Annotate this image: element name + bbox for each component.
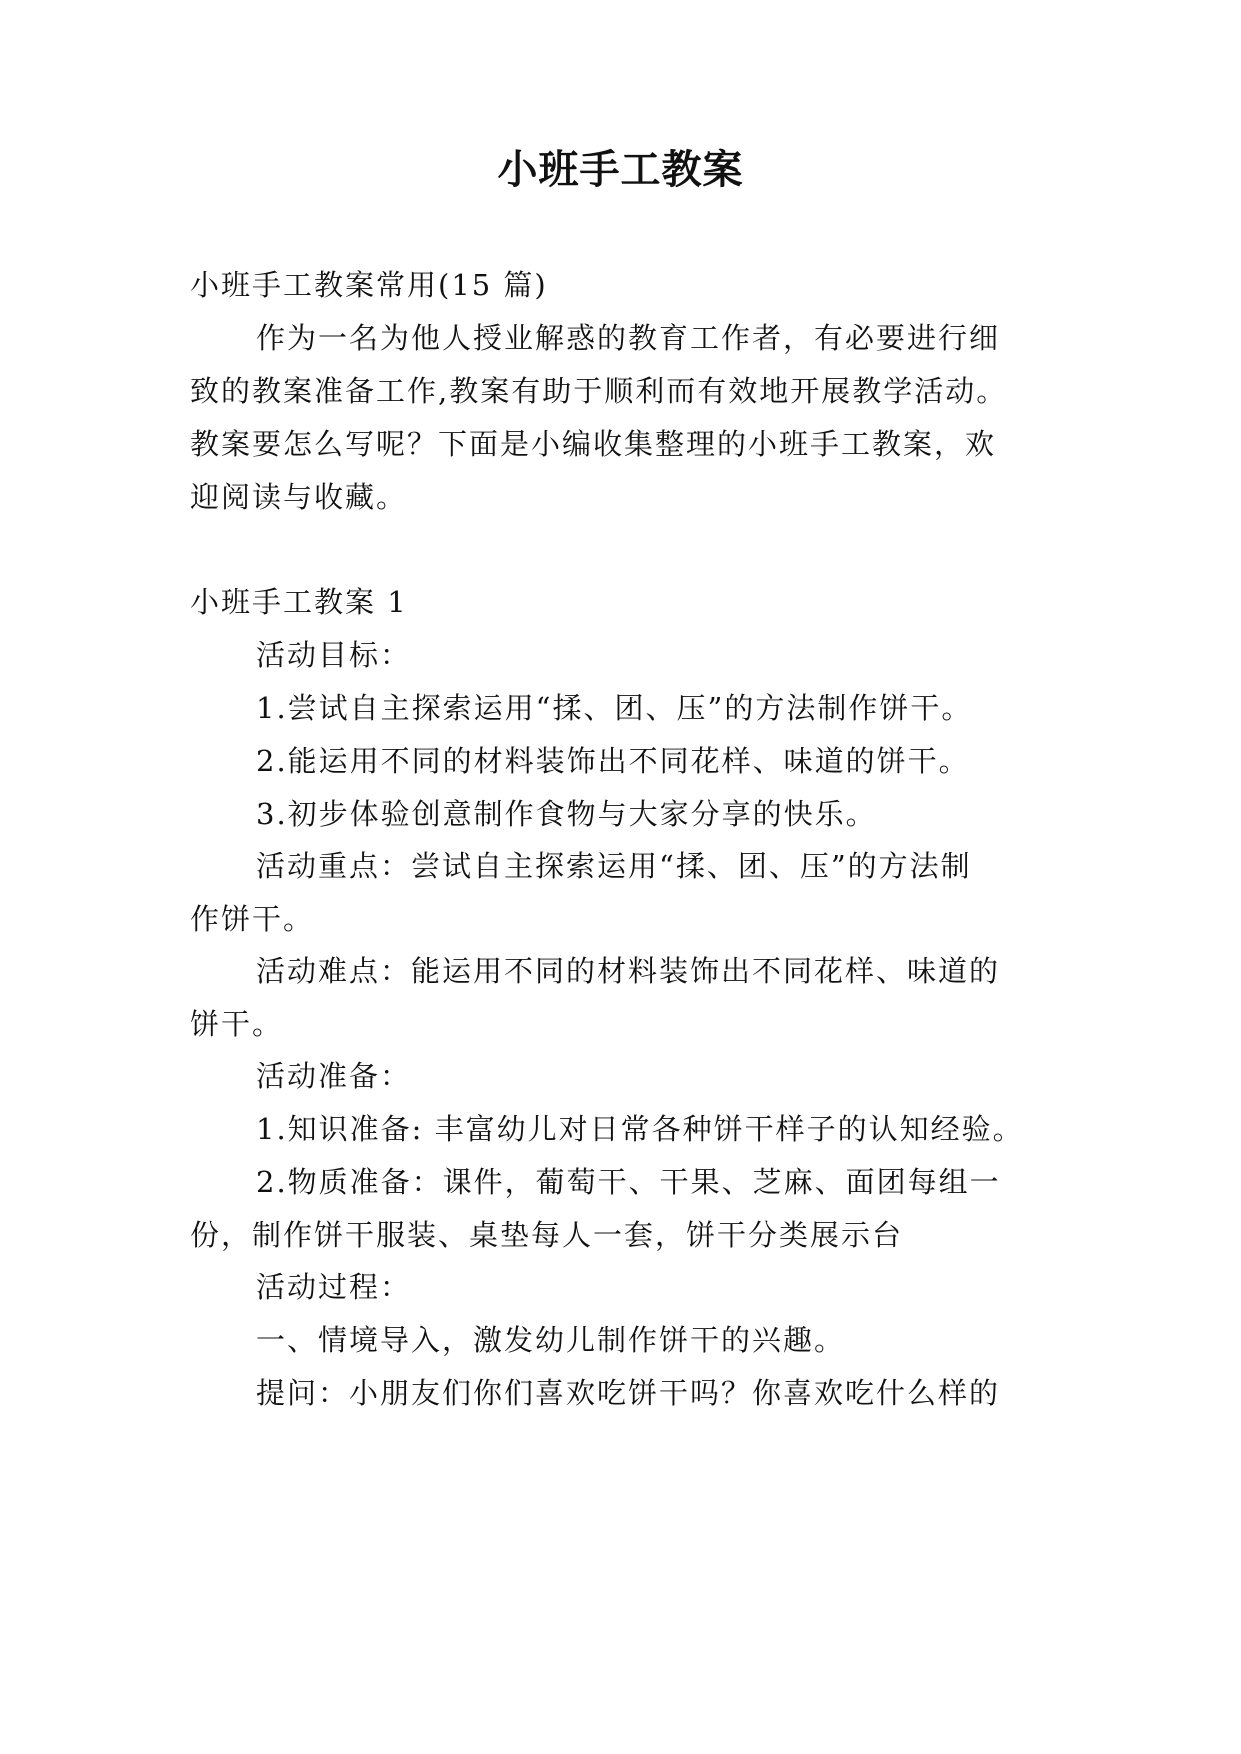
prep-heading: 活动准备： (256, 1059, 412, 1093)
key-point-line-2: 作饼干。 (190, 902, 315, 936)
document-subtitle: 小班手工教案常用(15 篇) (190, 268, 548, 302)
intro-line-4: 迎阅读与收藏。 (190, 480, 408, 514)
prep-item-2-cont: 份，制作饼干服装、桌垫每人一套，饼干分类展示台 (190, 1218, 904, 1252)
goal-item-3: 3.初步体验创意制作食物与大家分享的快乐。 (256, 797, 877, 831)
process-heading: 活动过程： (256, 1270, 412, 1304)
intro-line-1: 作为一名为他人授业解惑的教育工作者，有必要进行细 (256, 321, 1001, 355)
section-title: 小班手工教案 1 (190, 585, 408, 619)
difficulty-line-1: 活动难点：能运用不同的材料装饰出不同花样、味道的 (256, 954, 1001, 988)
goal-item-2: 2.能运用不同的材料装饰出不同花样、味道的饼干。 (256, 744, 970, 778)
intro-line-3: 教案要怎么写呢？下面是小编收集整理的小班手工教案，欢 (190, 427, 997, 461)
key-point-line-1: 活动重点：尝试自主探索运用“揉、团、压”的方法制 (256, 849, 972, 883)
goals-heading: 活动目标： (256, 638, 412, 672)
intro-line-2: 致的教案准备工作,教案有助于顺利而有效地开展教学活动。 (190, 374, 1008, 408)
document-title: 小班手工教案 (497, 147, 744, 193)
difficulty-line-2: 饼干。 (190, 1007, 284, 1041)
question-line: 提问：小朋友们你们喜欢吃饼干吗？你喜欢吃什么样的 (256, 1376, 1001, 1410)
prep-item-1: 1.知识准备: 丰富幼儿对日常各种饼干样子的认知经验。 (256, 1112, 1024, 1146)
goal-item-1: 1.尝试自主探索运用“揉、团、压”的方法制作饼干。 (256, 691, 973, 725)
process-step-1: 一、情境导入，激发幼儿制作饼干的兴趣。 (256, 1323, 846, 1357)
prep-item-2: 2.物质准备：课件，葡萄干、干果、芝麻、面团每组一 (256, 1165, 1001, 1199)
